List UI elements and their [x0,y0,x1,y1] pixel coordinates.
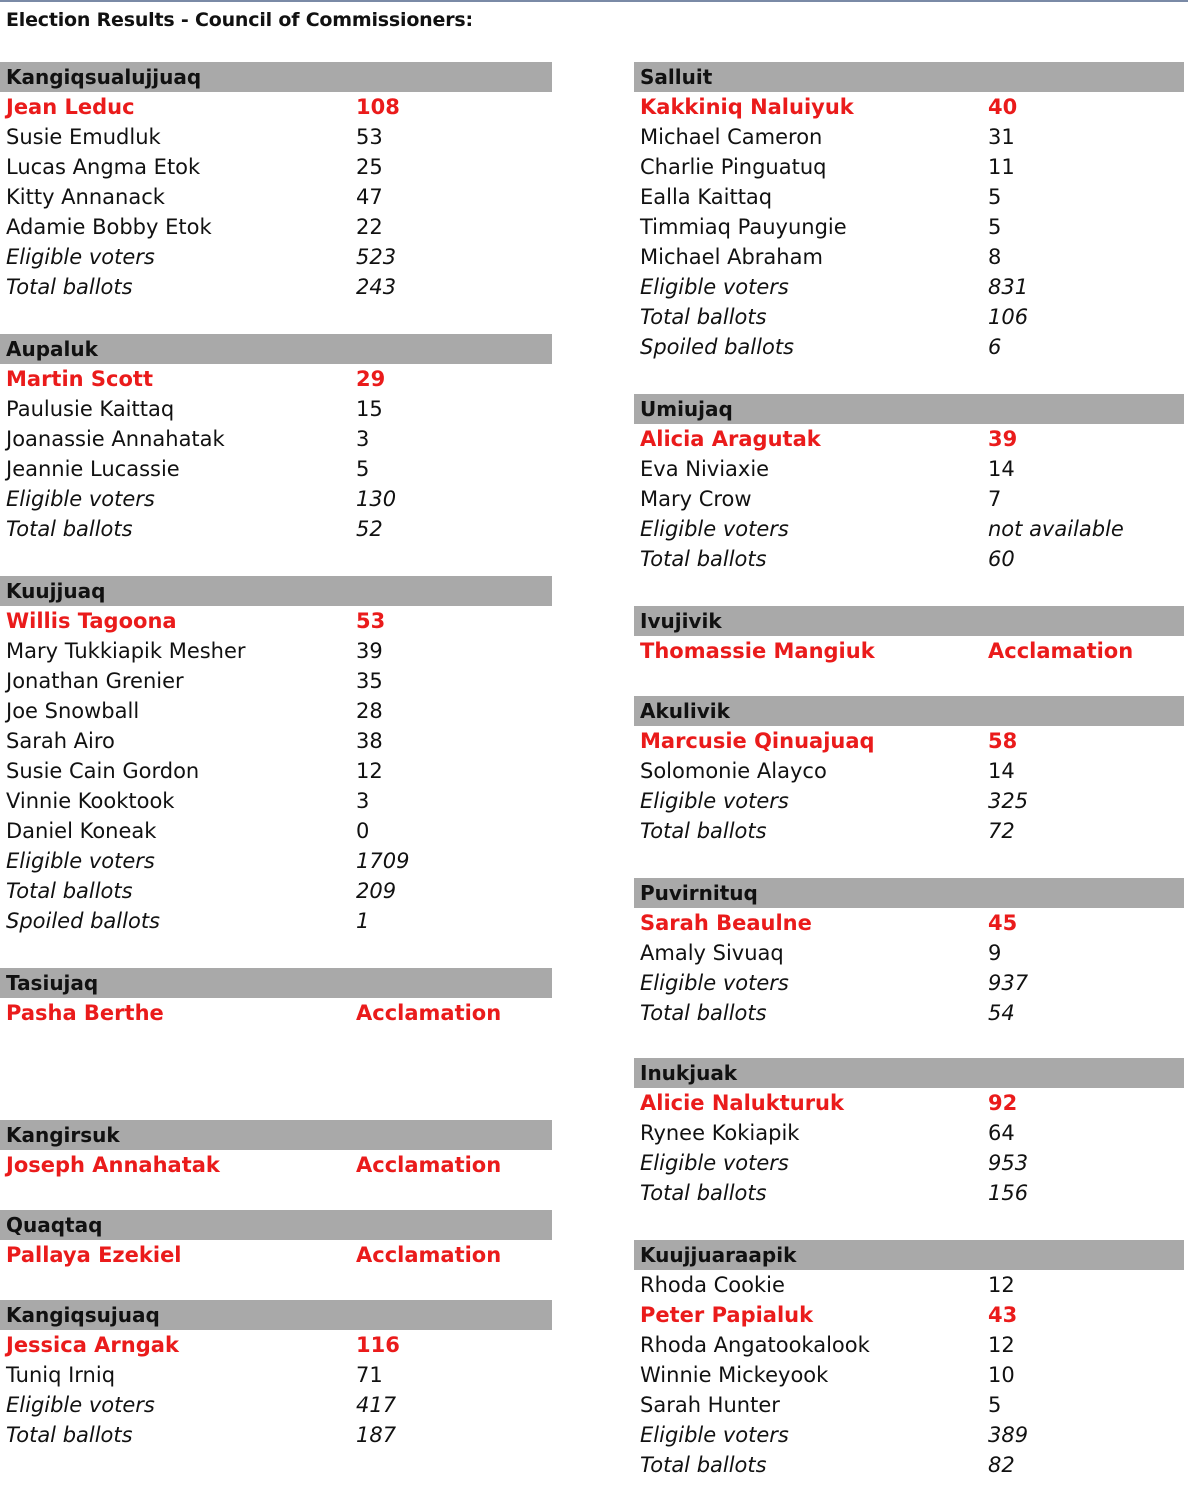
candidate-name: Adamie Bobby Etok [6,215,212,239]
candidate-name: Susie Emudluk [6,125,161,149]
community-header: Kangiqsujuaq [0,1300,552,1330]
vote-count: 116 [356,1333,400,1357]
stat-row [634,332,1184,362]
vote-count: Acclamation [356,1243,502,1267]
community-header: Puvirnituq [634,878,1184,908]
community-header: Salluit [634,62,1184,92]
vote-count: 8 [988,245,1002,269]
stat-label: Eligible voters [6,849,155,873]
vote-count: 53 [356,125,383,149]
candidate-name: Amaly Sivuaq [640,941,784,965]
vote-count: 31 [988,125,1015,149]
winner-row [0,1330,552,1360]
winner-row [634,908,1184,938]
candidate-name: Solomonie Alayco [640,759,827,783]
vote-count: 0 [356,819,370,843]
vote-count: 39 [356,639,383,663]
candidate-name: Joanassie Annahatak [6,427,225,451]
stat-row [634,968,1184,998]
candidate-name: Rynee Kokiapik [640,1121,800,1145]
vote-count: 53 [356,609,386,633]
candidate-row [0,394,552,424]
community-block-kangiqsualujjuaq [0,62,552,302]
community-header: Inukjuak [634,1058,1184,1088]
vote-count: 29 [356,367,386,391]
winner-row [0,998,552,1028]
candidate-name: Peter Papialuk [640,1303,814,1327]
community-header: Quaqtaq [0,1210,552,1240]
candidate-row [0,666,552,696]
candidate-name: Mary Crow [640,487,752,511]
stat-value: 937 [988,971,1029,995]
winner-row [0,1150,552,1180]
community-header: Kangirsuk [0,1120,552,1150]
vote-count: 71 [356,1363,383,1387]
candidate-name: Jeannie Lucassie [6,457,180,481]
community-block-aupaluk [0,334,552,544]
candidate-name: Sarah Beaulne [640,911,812,935]
stat-row [0,484,552,514]
community-header: Tasiujaq [0,968,552,998]
stat-label: Total ballots [6,517,133,541]
stat-value: 243 [356,275,397,299]
candidate-name: Eva Niviaxie [640,457,770,481]
community-header: Aupaluk [0,334,552,364]
vote-count: 3 [356,427,370,451]
stat-row [634,816,1184,846]
stat-value: 106 [988,305,1029,329]
community-header: Kuujjuaq [0,576,552,606]
stat-value: 523 [356,245,397,269]
candidate-name: Sarah Hunter [640,1393,780,1417]
community-block-tasiujaq [0,968,552,1028]
vote-count: 25 [356,155,383,179]
stat-label: Total ballots [640,1453,767,1477]
stat-label: Spoiled ballots [640,335,794,359]
candidate-row [634,484,1184,514]
vote-count: 22 [356,215,383,239]
candidate-row [0,122,552,152]
stat-label: Eligible voters [640,789,789,813]
candidate-row [634,122,1184,152]
vote-count: 15 [356,397,383,421]
community-block-akulivik [634,696,1184,846]
stat-label: Total ballots [640,305,767,329]
candidate-row [634,938,1184,968]
candidate-name: Lucas Angma Etok [6,155,201,179]
vote-count: 3 [356,789,370,813]
stat-row [634,786,1184,816]
candidate-row [0,636,552,666]
vote-count: 12 [356,759,383,783]
candidate-row [634,1270,1184,1300]
stat-value: 187 [356,1423,397,1447]
candidate-name: Marcusie Qinuajuaq [640,729,875,753]
candidate-row [0,212,552,242]
community-header: Kangiqsualujjuaq [0,62,552,92]
candidate-row [634,212,1184,242]
page-title: Election Results - Council of Commissioners: [6,9,473,31]
vote-count: 92 [988,1091,1018,1115]
candidate-name: Tuniq Irniq [6,1363,116,1387]
candidate-name: Jonathan Grenier [6,669,184,693]
candidate-name: Rhoda Cookie [640,1273,785,1297]
vote-count: 5 [988,1393,1002,1417]
stat-label: Total ballots [6,275,133,299]
stat-label: Eligible voters [6,487,155,511]
stat-label: Spoiled ballots [6,909,160,933]
stat-label: Total ballots [640,547,767,571]
candidate-name: Ealla Kaittaq [640,185,773,209]
stat-row [0,242,552,272]
candidate-name: Martin Scott [6,367,153,391]
stat-value: 417 [356,1393,397,1417]
vote-count: Acclamation [356,1001,502,1025]
vote-count: 39 [988,427,1018,451]
community-block-umiujaq [634,394,1184,574]
community-header: Ivujivik [634,606,1184,636]
candidate-row [634,454,1184,484]
stat-label: Eligible voters [6,1393,155,1417]
stat-value: 130 [356,487,397,511]
vote-count: 14 [988,759,1015,783]
stat-value: 82 [988,1453,1015,1477]
stat-value: 1709 [356,849,410,873]
stat-value: 1 [356,909,370,933]
vote-count: 35 [356,669,383,693]
candidate-row [634,1330,1184,1360]
community-block-ivujivik [634,606,1184,666]
candidate-row [0,786,552,816]
stat-label: Eligible voters [640,517,789,541]
stat-label: Total ballots [640,1001,767,1025]
stat-label: Total ballots [640,819,767,843]
candidate-row [0,756,552,786]
winner-row [0,92,552,122]
candidate-row [634,756,1184,786]
stat-value: 953 [988,1151,1029,1175]
candidate-row [0,1360,552,1390]
stat-row [0,514,552,544]
vote-count: 12 [988,1273,1015,1297]
candidate-name: Joe Snowball [6,699,140,723]
stat-value: 831 [988,275,1029,299]
stat-row [634,1420,1184,1450]
stat-value: 156 [988,1181,1029,1205]
winner-row [634,1088,1184,1118]
candidate-name: Michael Cameron [640,125,823,149]
candidate-name: Sarah Airo [6,729,115,753]
candidate-name: Pasha Berthe [6,1001,164,1025]
winner-row [634,636,1184,666]
stat-label: Eligible voters [640,1151,789,1175]
stat-row [0,906,552,936]
candidate-name: Jean Leduc [6,95,135,119]
candidate-name: Pallaya Ezekiel [6,1243,182,1267]
stat-row [0,876,552,906]
stat-label: Total ballots [640,1181,767,1205]
candidate-name: Charlie Pinguatuq [640,155,827,179]
stat-row [0,846,552,876]
community-block-salluit [634,62,1184,362]
candidate-name: Alicia Aragutak [640,427,821,451]
vote-count: Acclamation [356,1153,502,1177]
stat-row [634,544,1184,574]
candidate-row [634,1360,1184,1390]
candidate-row [0,816,552,846]
vote-count: 58 [988,729,1018,753]
stat-row [634,302,1184,332]
community-block-kangirsuk [0,1120,552,1180]
community-block-kangiqsujuaq [0,1300,552,1450]
community-block-puvirnituq [634,878,1184,1028]
stat-value: 209 [356,879,397,903]
vote-count: 11 [988,155,1015,179]
candidate-row [634,1390,1184,1420]
candidate-row [634,182,1184,212]
stat-row [0,1420,552,1450]
vote-count: 47 [356,185,383,209]
stat-label: Eligible voters [640,1423,789,1447]
vote-count: 14 [988,457,1015,481]
candidate-name: Mary Tukkiapik Mesher [6,639,246,663]
vote-count: 38 [356,729,383,753]
stat-value: 389 [988,1423,1029,1447]
stat-value: 60 [988,547,1015,571]
stat-value: 54 [988,1001,1015,1025]
candidate-name: Jessica Arngak [6,1333,179,1357]
candidate-row [0,424,552,454]
candidate-name: Timmiaq Pauyungie [640,215,847,239]
community-block-kuujjuaraapik [634,1240,1184,1480]
candidate-row [634,1118,1184,1148]
stat-label: Total ballots [6,879,133,903]
stat-row [634,998,1184,1028]
vote-count: 7 [988,487,1002,511]
vote-count: 28 [356,699,383,723]
candidate-name: Vinnie Kooktook [6,789,175,813]
winner-row [0,364,552,394]
winner-row [0,606,552,636]
candidate-name: Joseph Annahatak [6,1153,220,1177]
community-header: Kuujjuaraapik [634,1240,1184,1270]
vote-count: 45 [988,911,1018,935]
candidate-row [634,242,1184,272]
stat-label: Total ballots [6,1423,133,1447]
stat-row [0,1390,552,1420]
community-header: Umiujaq [634,394,1184,424]
community-block-inukjuak [634,1058,1184,1208]
candidate-row [0,726,552,756]
candidate-row [0,454,552,484]
candidate-name: Michael Abraham [640,245,823,269]
stat-label: Eligible voters [6,245,155,269]
winner-row [634,92,1184,122]
candidate-name: Alicie Nalukturuk [640,1091,844,1115]
stat-row [634,1148,1184,1178]
candidate-name: Kakkiniq Naluiyuk [640,95,854,119]
vote-count: Acclamation [988,639,1134,663]
community-block-kuujjuaq [0,576,552,936]
stat-value: 52 [356,517,383,541]
candidate-name: Winnie Mickeyook [640,1363,829,1387]
stat-value: 6 [988,335,1002,359]
candidate-name: Daniel Koneak [6,819,157,843]
candidate-name: Willis Tagoona [6,609,177,633]
stat-row [634,1178,1184,1208]
vote-count: 5 [988,215,1002,239]
stat-row [634,1450,1184,1480]
stat-row [0,272,552,302]
stat-row [634,272,1184,302]
candidate-name: Paulusie Kaittaq [6,397,175,421]
top-rule [0,0,1188,2]
winner-row [634,1300,1184,1330]
candidate-name: Kitty Annanack [6,185,165,209]
candidate-row [0,152,552,182]
winner-row [0,1240,552,1270]
candidate-name: Susie Cain Gordon [6,759,200,783]
vote-count: 12 [988,1333,1015,1357]
vote-count: 9 [988,941,1002,965]
stat-row [634,514,1184,544]
candidate-row [0,696,552,726]
vote-count: 5 [356,457,370,481]
stat-value: 72 [988,819,1015,843]
candidate-row [0,182,552,212]
vote-count: 10 [988,1363,1015,1387]
vote-count: 108 [356,95,400,119]
stat-value: 325 [988,789,1029,813]
winner-row [634,726,1184,756]
candidate-name: Thomassie Mangiuk [640,639,875,663]
vote-count: 40 [988,95,1018,119]
stat-label: Eligible voters [640,971,789,995]
stat-label: Eligible voters [640,275,789,299]
vote-count: 5 [988,185,1002,209]
community-block-quaqtaq [0,1210,552,1270]
candidate-name: Rhoda Angatookalook [640,1333,870,1357]
vote-count: 43 [988,1303,1018,1327]
vote-count: 64 [988,1121,1015,1145]
winner-row [634,424,1184,454]
stat-value: not available [988,517,1124,541]
candidate-row [634,152,1184,182]
community-header: Akulivik [634,696,1184,726]
